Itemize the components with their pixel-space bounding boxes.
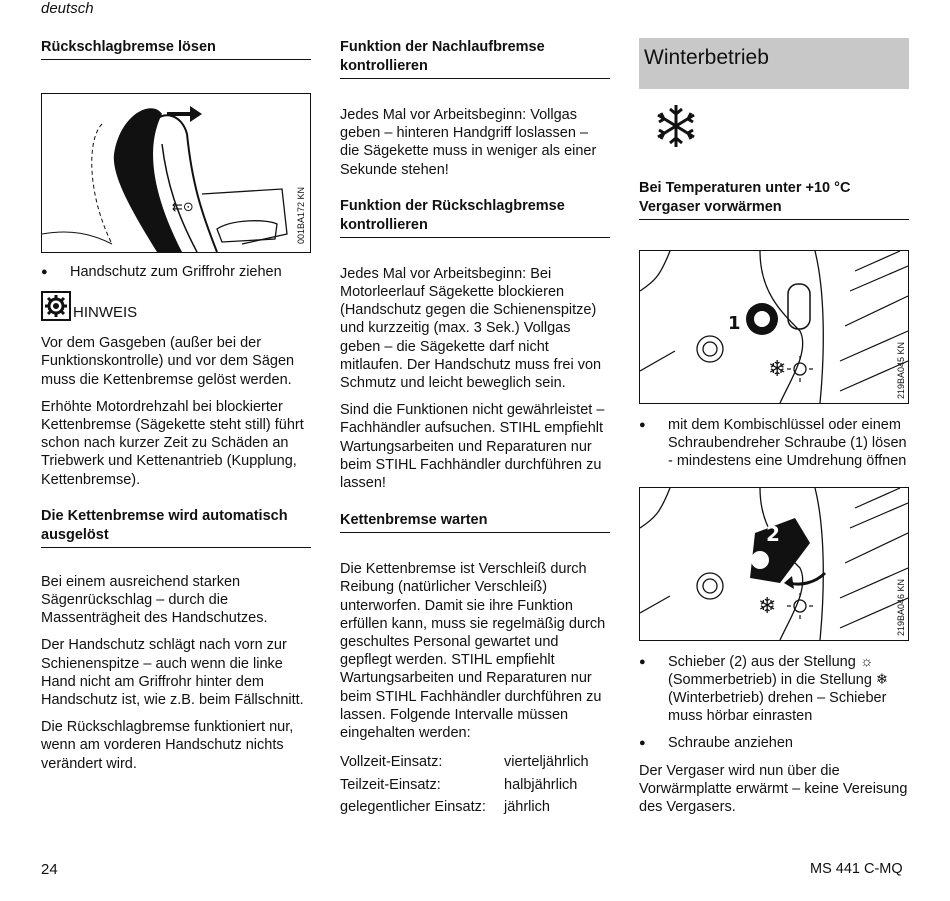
model-name: MS 441 C-MQ [810,861,903,877]
figure-code: 219BA045 KN [896,341,906,399]
gear-icon [41,291,71,321]
figure-hand-guard [41,93,311,253]
figure-turn-slider [639,487,909,641]
figure-callout-2: 2 [766,521,780,546]
svg-text:⇇⊙: ⇇⊙ [172,200,194,215]
bullet-icon: ● [639,655,646,668]
interval-value: halbjährlich [504,776,578,793]
section-title: Winterbetrieb [639,38,909,89]
heading-auto-trigger: Die Kettenbremse wird automatisch ausgelöst [41,507,311,548]
table-row [340,774,610,797]
snowflake-icon [653,103,909,153]
note-hinweis [41,291,311,321]
carburetor-slider-illustration [640,488,908,640]
heading-brake-maintenance: Kettenbremse warten [340,511,610,533]
heading-preheat: Bei Temperaturen unter +10 °C Vergaser vorwärmen [639,179,909,220]
svg-text:❄: ❄ [768,357,787,382]
heading-run-on-brake: Funktion der Nachlaufbremse kontrollieren [340,38,610,79]
paragraph: Jedes Mal vor Arbeitsbeginn: Vollgas geben – hinteren Handgriff loslassen – die Sägekette muss in weniger als einer Sekunde stehen! [340,107,597,178]
paragraph: Die Rückschlagbremse funktioniert nur, wenn am vorderen Handschutz nichts verändert wird. [41,719,294,772]
note-label: HINWEIS [73,304,138,322]
list-item [639,734,909,752]
column-right [639,38,909,816]
list-item [639,653,909,726]
interval-table [340,751,610,819]
figure-callout-1: 1 [728,313,741,334]
heading-release-brake: Rückschlagbremse lösen [41,38,311,60]
column-middle [340,38,610,819]
svg-text:❄: ❄ [758,593,777,619]
list-item [41,263,311,281]
figure-loosen-screw [639,250,909,404]
heading-kickback-brake: Funktion der Rückschlagbremse kontrollieren [340,197,610,238]
bullet-text: mit dem Kombischlüssel oder einem Schraubendreher Schraube (1) lösen - mindestens eine Umdrehung öffnen [668,417,907,470]
list-item [639,416,909,471]
paragraph: Sind die Funktionen nicht gewährleistet – Fachhändler aufsuchen. STIHL empfiehlt Wartungsarbeiten und Reparaturen nur beim STIHL Fachhändler durchführen zu lassen! [340,402,605,492]
interval-label: Vollzeit-Einsatz: [340,754,443,771]
table-row [340,751,610,774]
paragraph: Bei einem ausreichend starken Sägenrückschlag – durch die Massenträgheit des Handschutzes. [41,573,268,627]
language-label: deutsch [41,0,94,17]
bullet-icon: ● [639,419,646,431]
interval-value: jährlich [504,799,550,816]
bullet-text: Handschutz zum Griffrohr ziehen [70,264,282,280]
paragraph: Erhöhte Motordrehzahl bei blockierter Kettenbremse (Sägekette steht still) führt schon nach kurzer Zeit zu Schäden an Triebwerk und Kettenantrieb (Kupplung, Kettenbremse). [41,398,304,488]
interval-value: vierteljährlich [504,754,589,771]
chainsaw-handguard-illustration [42,94,310,252]
interval-label: Teilzeit-Einsatz: [340,776,441,793]
page-number: 24 [41,861,58,878]
paragraph: Jedes Mal vor Arbeitsbeginn: Bei Motorleerlauf Sägekette blockieren (Handschutz gegen die Schienenspitze) und kurzzeitig (max. 3 Sek.) Vollgas geben – die Sägekette darf nicht mitlaufen. Der Handschutz muss frei von Schmutz und leicht beweglich sein. [340,265,602,392]
figure-code: 001BA172 KN [296,186,306,244]
carburetor-screw-illustration [640,251,908,403]
bullet-text: Schraube anziehen [668,735,793,752]
interval-label: gelegentlicher Einsatz: [340,799,486,816]
paragraph: Der Handschutz schlägt nach vorn zur Schienenspitze – auch wenn die linke Hand nicht am Griffrohr hinter dem Handschutz ist, wie z.B. beim Fällschnitt. [41,637,304,709]
bullet-icon: ● [41,266,48,278]
bullet-text: Schieber (2) aus der Stellung ☼ (Sommerbetrieb) in die Stellung ❄ (Winterbetrieb) drehen – Schieber muss hörbar einrasten [668,653,889,725]
paragraph: Vor dem Gasgeben (außer bei der Funktionskontrolle) und vor dem Sägen muss die Kettenbremse gelöst werden. [41,335,295,388]
figure-code: 219BA046 KN [896,578,906,636]
bullet-icon: ● [639,737,646,750]
table-row [340,796,610,819]
paragraph: Die Kettenbremse ist Verschleiß durch Reibung (natürlicher Verschleiß) unterworfen. Damit sie ihre Funktion erfüllen kann, muss sie regelmäßig durch geschultes Personal gewartet und gepflegt werden. STIHL empfiehlt Wartungsarbeiten und Reparaturen nur beim STIHL Fachhändler durchführen zu lassen. Folgende Intervalle müssen eingehalten werden: [340,561,606,742]
column-left [41,38,311,773]
paragraph: Der Vergaser wird nun über die Vorwärmplatte erwärmt – keine Vereisung des Vergasers. [639,762,908,816]
